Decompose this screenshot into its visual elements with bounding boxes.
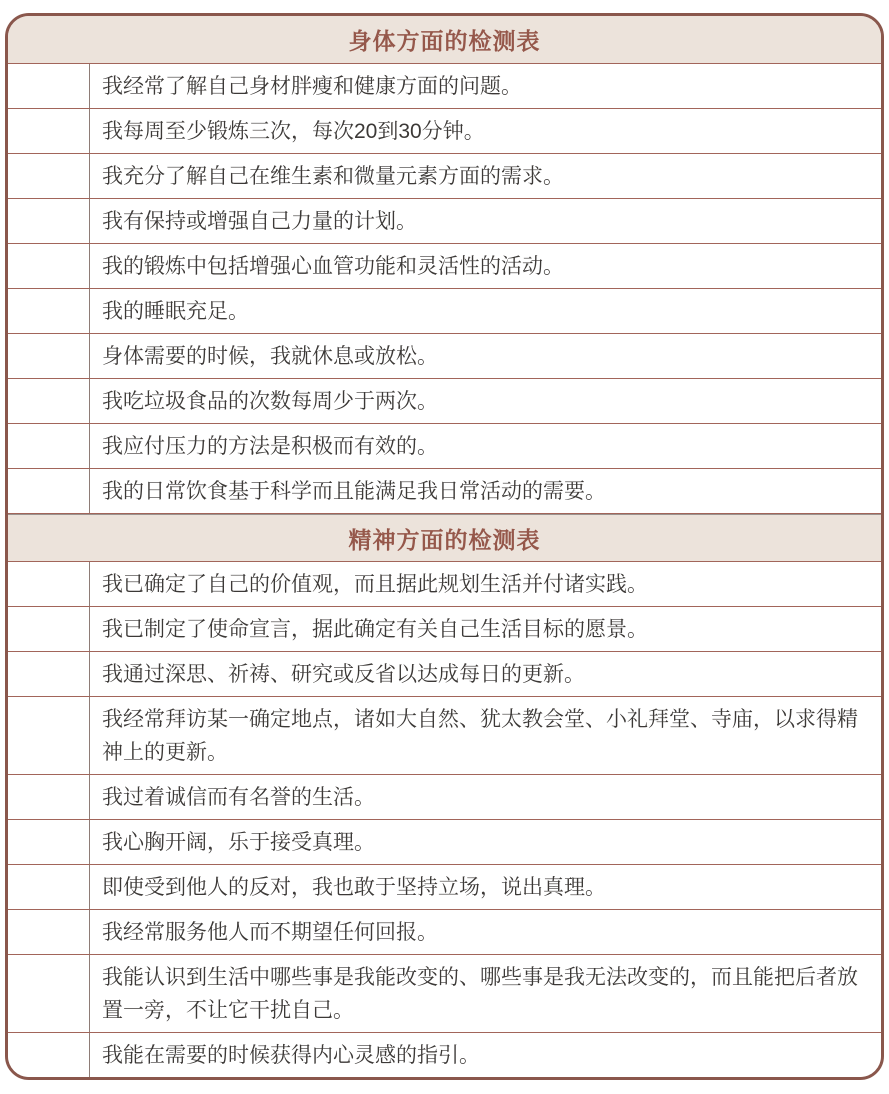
checklist-table: [5, 13, 884, 1080]
checkbox-cell: [8, 154, 90, 198]
row-text: 我能在需要的时候获得内心灵感的指引。: [102, 1044, 480, 1067]
row-text: 我应付压力的方法是积极而有效的。: [102, 434, 438, 458]
table-row: [8, 1033, 881, 1078]
row-text: 我每周至少锻炼三次，每次20到30分钟。: [102, 119, 485, 143]
row-text: 我经常了解自己身材胖瘦和健康方面的问题。: [102, 74, 522, 98]
row-text: 我心胸开阔，乐于接受真理。: [102, 830, 375, 854]
row-text: 身体需要的时候，我就休息或放松。: [102, 344, 438, 368]
checkbox-cell: [8, 697, 90, 774]
checkbox-cell: [8, 562, 90, 606]
table-row: [8, 562, 881, 607]
row-text: 我有保持或增强自己力量的计划。: [102, 209, 417, 233]
row-text: 我经常服务他人而不期望任何回报。: [102, 920, 438, 944]
table-row: [8, 910, 881, 955]
checkbox-cell: [8, 607, 90, 651]
row-text: 我能认识到生活中哪些事是我能改变的、哪些事是我无法改变的，而且能把后者放置一旁，不让它干扰自己。: [102, 965, 858, 1022]
section-header-physical: [8, 16, 881, 64]
section-title: 身体方面的检测表: [348, 28, 541, 54]
row-text: 我通过深思、祈祷、研究或反省以达成每日的更新。: [102, 662, 585, 686]
row-text: 我的锻炼中包括增强心血管功能和灵活性的活动。: [102, 254, 564, 278]
checkbox-cell: [8, 652, 90, 696]
table-row: [8, 379, 881, 424]
section-header-spiritual: [8, 514, 881, 562]
row-text: 我吃垃圾食品的次数每周少于两次。: [102, 389, 438, 413]
checkbox-cell: [8, 244, 90, 288]
table-row: [8, 469, 881, 514]
checkbox-cell: [8, 64, 90, 108]
section-title: 精神方面的检测表: [348, 526, 541, 553]
table-row: [8, 775, 881, 820]
table-row: [8, 334, 881, 379]
row-text: 我已制定了使命宣言，据此确定有关自己生活目标的愿景。: [102, 617, 648, 641]
table-row: [8, 289, 881, 334]
checkbox-cell: [8, 289, 90, 333]
checkbox-cell: [8, 820, 90, 864]
checkbox-cell: [8, 424, 90, 468]
checkbox-cell: [8, 334, 90, 378]
table-row: [8, 244, 881, 289]
checkbox-cell: [8, 379, 90, 423]
checkbox-cell: [8, 469, 90, 513]
row-text: 我的日常饮食基于科学而且能满足我日常活动的需要。: [102, 479, 606, 503]
table-row: [8, 820, 881, 865]
checkbox-cell: [8, 775, 90, 819]
table-row: [8, 109, 881, 154]
row-text: 我已确定了自己的价值观，而且据此规划生活并付诸实践。: [102, 572, 648, 596]
table-row: [8, 154, 881, 199]
checkbox-cell: [8, 955, 90, 1032]
row-text: 我过着诚信而有名誉的生活。: [102, 785, 375, 809]
row-text: 我的睡眠充足。: [102, 299, 249, 323]
table-row: [8, 424, 881, 469]
checkbox-cell: [8, 910, 90, 954]
table-row: [8, 697, 881, 775]
row-text: 即使受到他人的反对，我也敢于坚持立场，说出真理。: [102, 875, 606, 899]
row-text: 我经常拜访某一确定地点，诸如大自然、犹太教会堂、小礼拜堂、寺庙，以求得精神上的更新。: [102, 707, 858, 764]
checkbox-cell: [8, 109, 90, 153]
checkbox-cell: [8, 1033, 90, 1078]
table-row: [8, 607, 881, 652]
checkbox-cell: [8, 865, 90, 909]
row-text: 我充分了解自己在维生素和微量元素方面的需求。: [102, 164, 564, 188]
table-row: [8, 64, 881, 109]
table-row: [8, 955, 881, 1033]
table-row: [8, 199, 881, 244]
table-row: [8, 865, 881, 910]
table-row: [8, 652, 881, 697]
checkbox-cell: [8, 199, 90, 243]
